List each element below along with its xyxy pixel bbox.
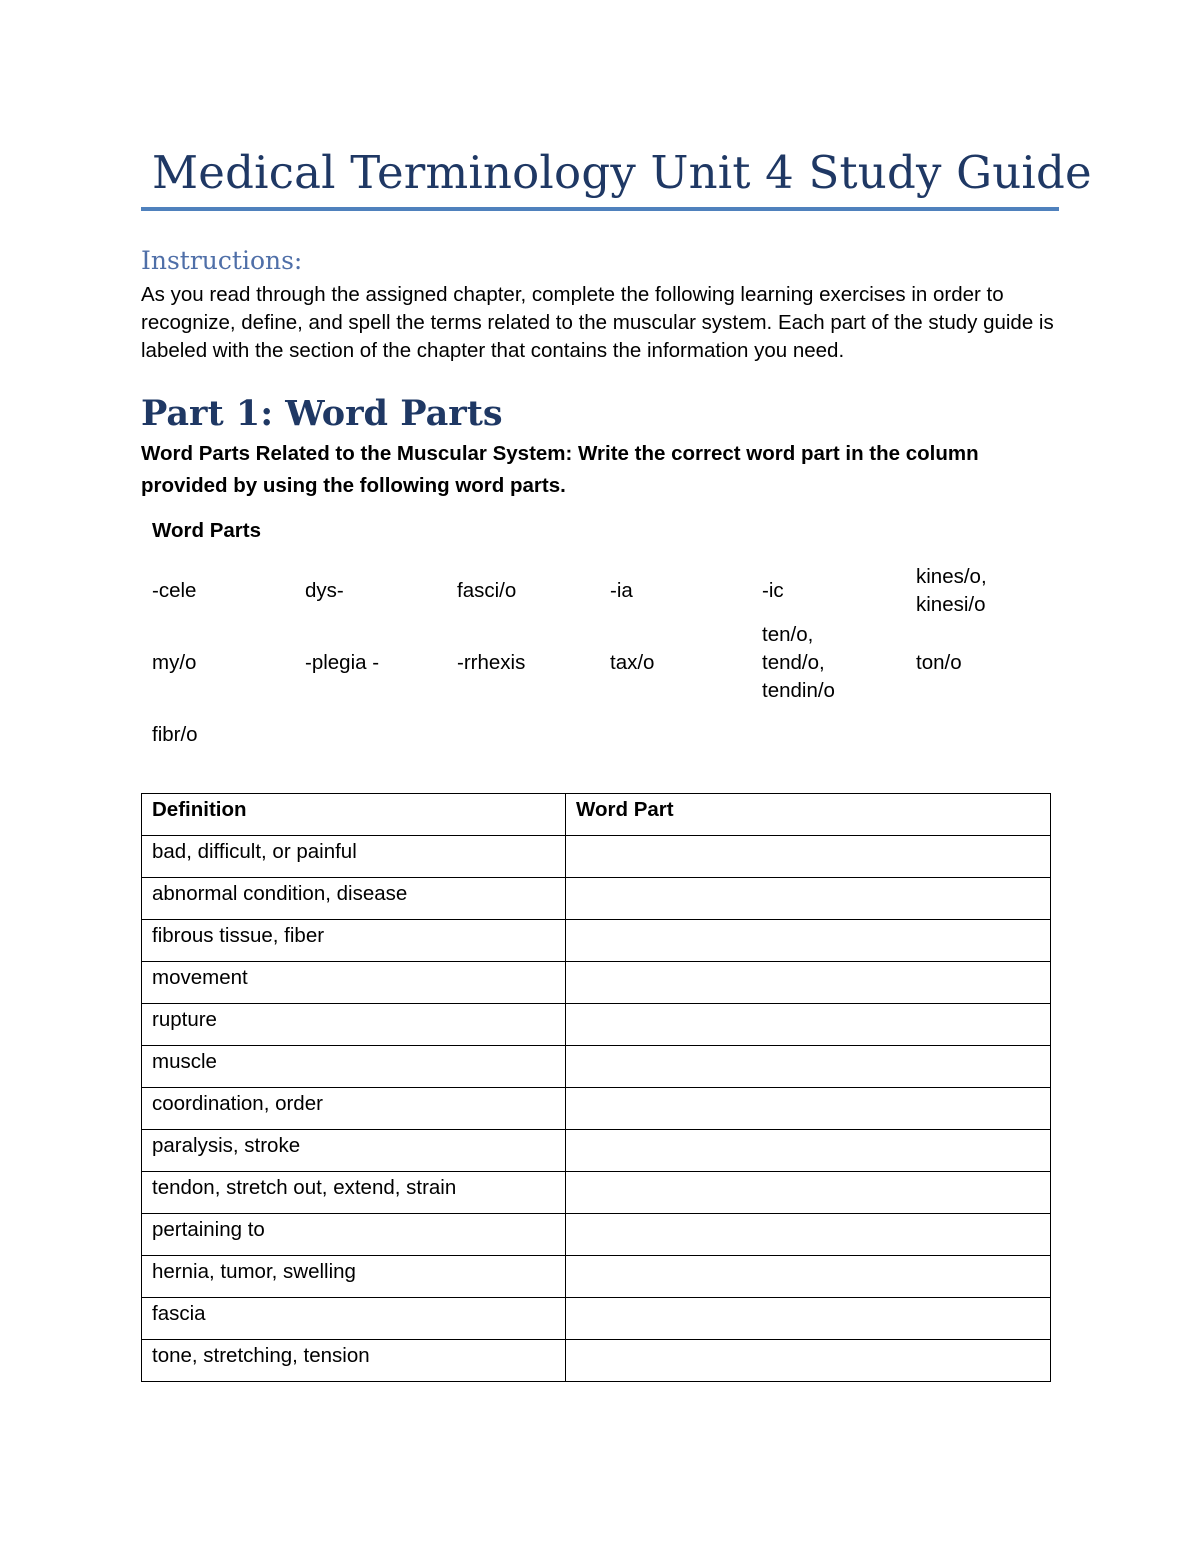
word-part-answer-cell[interactable] [566, 1172, 1051, 1214]
definition-table [141, 793, 1051, 1382]
definition-cell: rupture [142, 1004, 566, 1046]
part1-heading: Part 1: Word Parts [141, 393, 503, 434]
table-row [142, 962, 1051, 1004]
definition-header: Definition [142, 794, 566, 836]
word-part-answer-cell[interactable] [566, 1130, 1051, 1172]
word-part-answer-cell[interactable] [566, 1256, 1051, 1298]
table-row [142, 1256, 1051, 1298]
word-part-answer-cell[interactable] [566, 1298, 1051, 1340]
title-underline [141, 207, 1059, 211]
word-part-answer-cell[interactable] [566, 1046, 1051, 1088]
definition-cell: fibrous tissue, fiber [142, 920, 566, 962]
word-part-item: kines/o, kinesi/o [916, 565, 987, 616]
word-part-item: my/o [152, 651, 197, 674]
word-part-item: -rrhexis [457, 651, 526, 674]
word-part-answer-cell[interactable] [566, 1340, 1051, 1382]
table-row [142, 1172, 1051, 1214]
table-row [142, 920, 1051, 962]
definition-cell: fascia [142, 1298, 566, 1340]
definition-cell: abnormal condition, disease [142, 878, 566, 920]
word-part-item: dys- [305, 579, 344, 602]
definition-cell: tendon, stretch out, extend, strain [142, 1172, 566, 1214]
definition-cell: pertaining to [142, 1214, 566, 1256]
word-part-answer-cell[interactable] [566, 1004, 1051, 1046]
word-part-item: tax/o [610, 651, 655, 674]
instructions-text: As you read through the assigned chapter, complete the following learning exercises in order to recognize, define, and spell the terms related to the muscular system. Each part of the study guide is labeled with the section of the chapter that contains the information you need. [141, 283, 1054, 362]
table-row [142, 878, 1051, 920]
word-parts-label: Word Parts [152, 519, 261, 542]
word-part-header: Word Part [566, 794, 1051, 836]
word-part-answer-cell[interactable] [566, 1088, 1051, 1130]
instructions-heading: Instructions: [141, 246, 303, 275]
table-header-row [142, 794, 1051, 836]
table-row [142, 836, 1051, 878]
table-row [142, 1046, 1051, 1088]
definition-cell: movement [142, 962, 566, 1004]
part1-subheading: Word Parts Related to the Muscular System: Write the correct word part in the column provided by using the following word parts. [141, 442, 979, 497]
table-row [142, 1340, 1051, 1382]
table-row [142, 1298, 1051, 1340]
table-row [142, 1004, 1051, 1046]
word-part-item: -ia [610, 579, 633, 602]
word-part-item: -cele [152, 579, 197, 602]
word-part-item: ton/o [916, 651, 962, 674]
word-part-answer-cell[interactable] [566, 920, 1051, 962]
page-title: Medical Terminology Unit 4 Study Guide [152, 146, 1092, 199]
word-part-answer-cell[interactable] [566, 1214, 1051, 1256]
table-row [142, 1214, 1051, 1256]
word-part-answer-cell[interactable] [566, 962, 1051, 1004]
definition-cell: bad, difficult, or painful [142, 836, 566, 878]
word-part-item: ten/o, tend/o, tendin/o [762, 623, 835, 702]
word-part-item: fasci/o [457, 579, 517, 602]
word-part-item: fibr/o [152, 723, 198, 746]
word-part-item: -ic [762, 579, 784, 602]
definition-cell: paralysis, stroke [142, 1130, 566, 1172]
table-row [142, 1130, 1051, 1172]
table-row [142, 1088, 1051, 1130]
word-part-answer-cell[interactable] [566, 878, 1051, 920]
definition-cell: hernia, tumor, swelling [142, 1256, 566, 1298]
word-part-answer-cell[interactable] [566, 836, 1051, 878]
definition-cell: tone, stretching, tension [142, 1340, 566, 1382]
definition-cell: coordination, order [142, 1088, 566, 1130]
word-part-item: -plegia - [305, 651, 380, 674]
definition-cell: muscle [142, 1046, 566, 1088]
